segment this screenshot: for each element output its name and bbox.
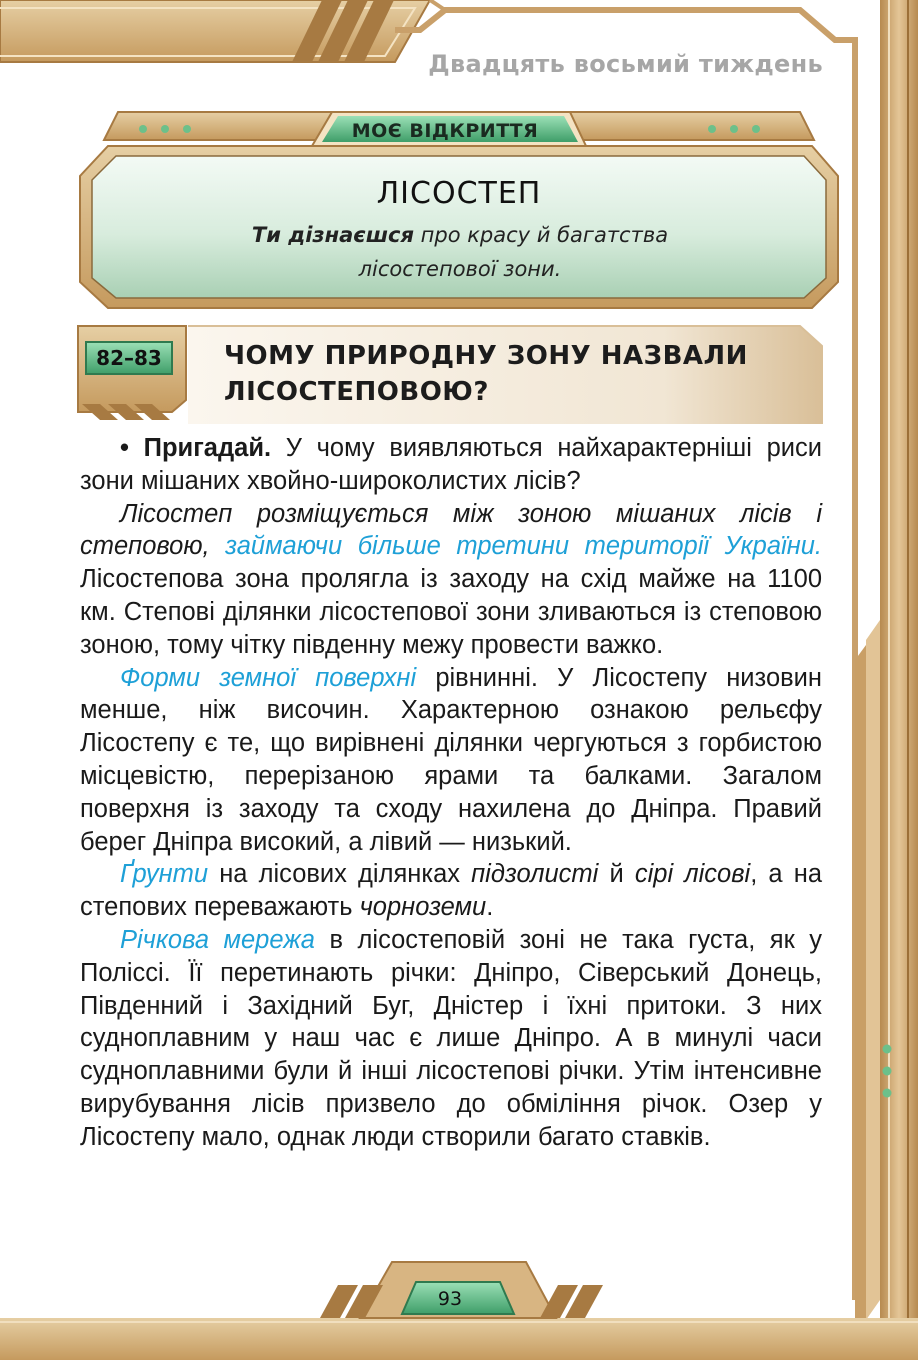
paragraph-soils [80, 858, 822, 924]
italic-text: чорноземи [359, 893, 487, 922]
lesson-title: ЛІСОСТЕП [376, 176, 542, 211]
page-range-badge: 82–83 [96, 346, 162, 370]
paragraph-recall [80, 432, 822, 498]
paragraph-relief [80, 662, 822, 859]
paragraph-text: на лісових ділянках [208, 860, 472, 889]
subtitle-bold: Ти дізнаєшся [251, 223, 414, 247]
week-label: Двадцять восьмий тиждень [428, 50, 823, 78]
main-text [80, 432, 822, 1154]
page-number: 93 [437, 1288, 463, 1310]
paragraph-text: . [486, 893, 494, 922]
term-highlight: Річкова мережа [120, 925, 315, 954]
italic-text: Лісостеп розміщується між зоною мішаних лісів і степовою, [80, 499, 822, 561]
section-title [224, 338, 804, 410]
term-highlight: займаючи більше третини території України. [225, 532, 822, 561]
paragraph-location [80, 498, 822, 662]
dot-icon [883, 1045, 892, 1054]
paragraph-text: рівнинні. У Лісостепу низовин менше, ніж височин. Характерною ознакою рельєфу Лісостепу є те, що вирівнені ділянки чергуються з горбистою місцевістю, перерізаною ярами та балками. Загалом поверхня із заходу та сходу нахилена до Дніпра. Правий берег Дніпра високий, а лівий — низький. [80, 663, 822, 856]
frame-right-band [880, 0, 918, 1360]
section-title-line1: ЧОМУ ПРИРОДНУ ЗОНУ НАЗВАЛИ [224, 341, 748, 371]
term-highlight: Форми земної поверхні [120, 663, 417, 692]
section-title-line2: ЛІСОСТЕПОВОЮ? [224, 377, 489, 407]
term-highlight: Ґрунти [120, 860, 209, 889]
lesson-subtitle [150, 218, 770, 286]
paragraph-text: У чому виявляються найхарактерніші риси зони мішаних хвойно-широколистих лісів? [80, 434, 822, 495]
bullet: • [120, 434, 129, 462]
paragraph-text: Лісостепова зона пролягла із заходу на схід майже на 1100 км. Степові ділянки лісостепової зони зливаються із степовою зоною, тому чітку південну межу провести важко. [80, 565, 822, 659]
section-tag: МОЄ ВІДКРИТТЯ [351, 120, 539, 142]
recall-label: Пригадай. [143, 434, 272, 462]
dot-icon [883, 1067, 892, 1076]
paragraph-rivers [80, 924, 822, 1154]
paragraph-text: й [598, 860, 635, 889]
subtitle-line2: лісостепової зони. [358, 257, 562, 281]
paragraph-text: , а на степових переважають [80, 860, 823, 922]
subtitle-rest: про красу й багатства [413, 223, 669, 247]
italic-text: підзолисті [471, 860, 599, 889]
paragraph-text: в лісостеповій зоні не така густа, як у Поліссі. Її перетинають річки: Дніпро, Сіверський Донець, Південний і Західний Буг, Дністер і їхні притоки. З них судноплавним у наш час є лише Дніпро. А в минулі часи судноплавними були й інші лісостепові річки. Утім інтенсивне вирубування лісів призвело до обміління річок. Озер у Лісостепу мало, однак люди створили багато ставків. [80, 925, 822, 1151]
dot-icon [883, 1089, 892, 1098]
italic-text: сірі лісові [634, 860, 751, 889]
